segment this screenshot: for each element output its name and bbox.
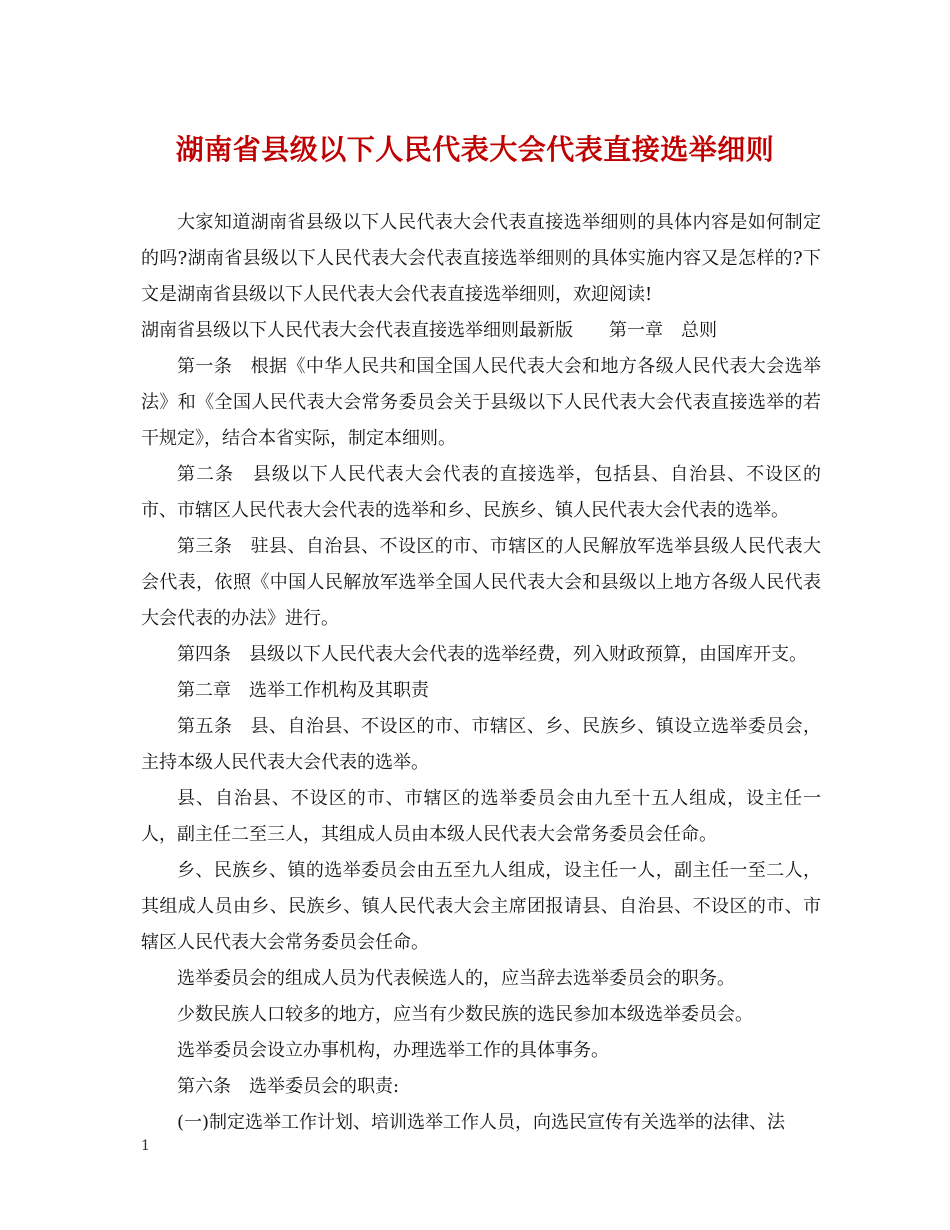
- paragraph: 选举委员会的组成人员为代表候选人的，应当辞去选举委员会的职务。: [177, 968, 735, 989]
- paragraph: 大家知道湖南省县级以下人民代表大会代表直接选举细则的具体内容是如何制定的吗?湖南省县级以下人民代表大会代表直接选举细则的具体实施内容又是怎样的?下文是湖南省县级以下人民代表大会代表直接选举细则，欢迎阅读!: [141, 212, 821, 305]
- paragraph: (一)制定选举工作计划、培训选举工作人员，向选民宣传有关选举的法律、法: [177, 1112, 786, 1133]
- paragraph: 选举委员会设立办事机构，办理选举工作的具体事务。: [177, 1040, 609, 1061]
- document-title: 湖南省县级以下人民代表大会代表直接选举细则: [175, 133, 775, 166]
- paragraph: 第四条 县级以下人民代表大会代表的选举经费，列入财政预算，由国库开支。: [177, 644, 807, 665]
- document-body: [141, 205, 821, 1141]
- paragraph: 第六条 选举委员会的职责:: [177, 1076, 400, 1097]
- page-number: 1: [141, 1138, 150, 1154]
- paragraph: 县、自治县、不设区的市、市辖区的选举委员会由九至十五人组成，设主任一人，副主任二至三人，其组成人员由本级人民代表大会常务委员会任命。: [141, 788, 821, 845]
- paragraph: 乡、民族乡、镇的选举委员会由五至九人组成，设主任一人，副主任一至二人，其组成人员由乡、民族乡、镇人民代表大会主席团报请县、自治县、不设区的市、市辖区人民代表大会常务委员会任命。: [141, 860, 821, 953]
- paragraph: 第二章 选举工作机构及其职责: [177, 680, 429, 701]
- paragraph: 第一条 根据《中华人民共和国全国人民代表大会和地方各级人民代表大会选举法》和《全国人民代表大会常务委员会关于县级以下人民代表大会代表直接选举的若干规定》，结合本省实际，制定本细则。: [141, 356, 821, 449]
- paragraph: 第五条 县、自治县、不设区的市、市辖区、乡、民族乡、镇设立选举委员会，主持本级人民代表大会代表的选举。: [141, 716, 821, 773]
- paragraph: 第三条 驻县、自治县、不设区的市、市辖区的人民解放军选举县级人民代表大会代表，依照《中国人民解放军选举全国人民代表大会和县级以上地方各级人民代表大会代表的办法》进行。: [141, 536, 821, 629]
- paragraph: 第二条 县级以下人民代表大会代表的直接选举，包括县、自治县、不设区的市、市辖区人民代表大会代表的选举和乡、民族乡、镇人民代表大会代表的选举。: [141, 464, 821, 521]
- paragraph: 湖南省县级以下人民代表大会代表直接选举细则最新版 第一章 总则: [141, 320, 717, 341]
- paragraph: 少数民族人口较多的地方，应当有少数民族的选民参加本级选举委员会。: [177, 1004, 753, 1025]
